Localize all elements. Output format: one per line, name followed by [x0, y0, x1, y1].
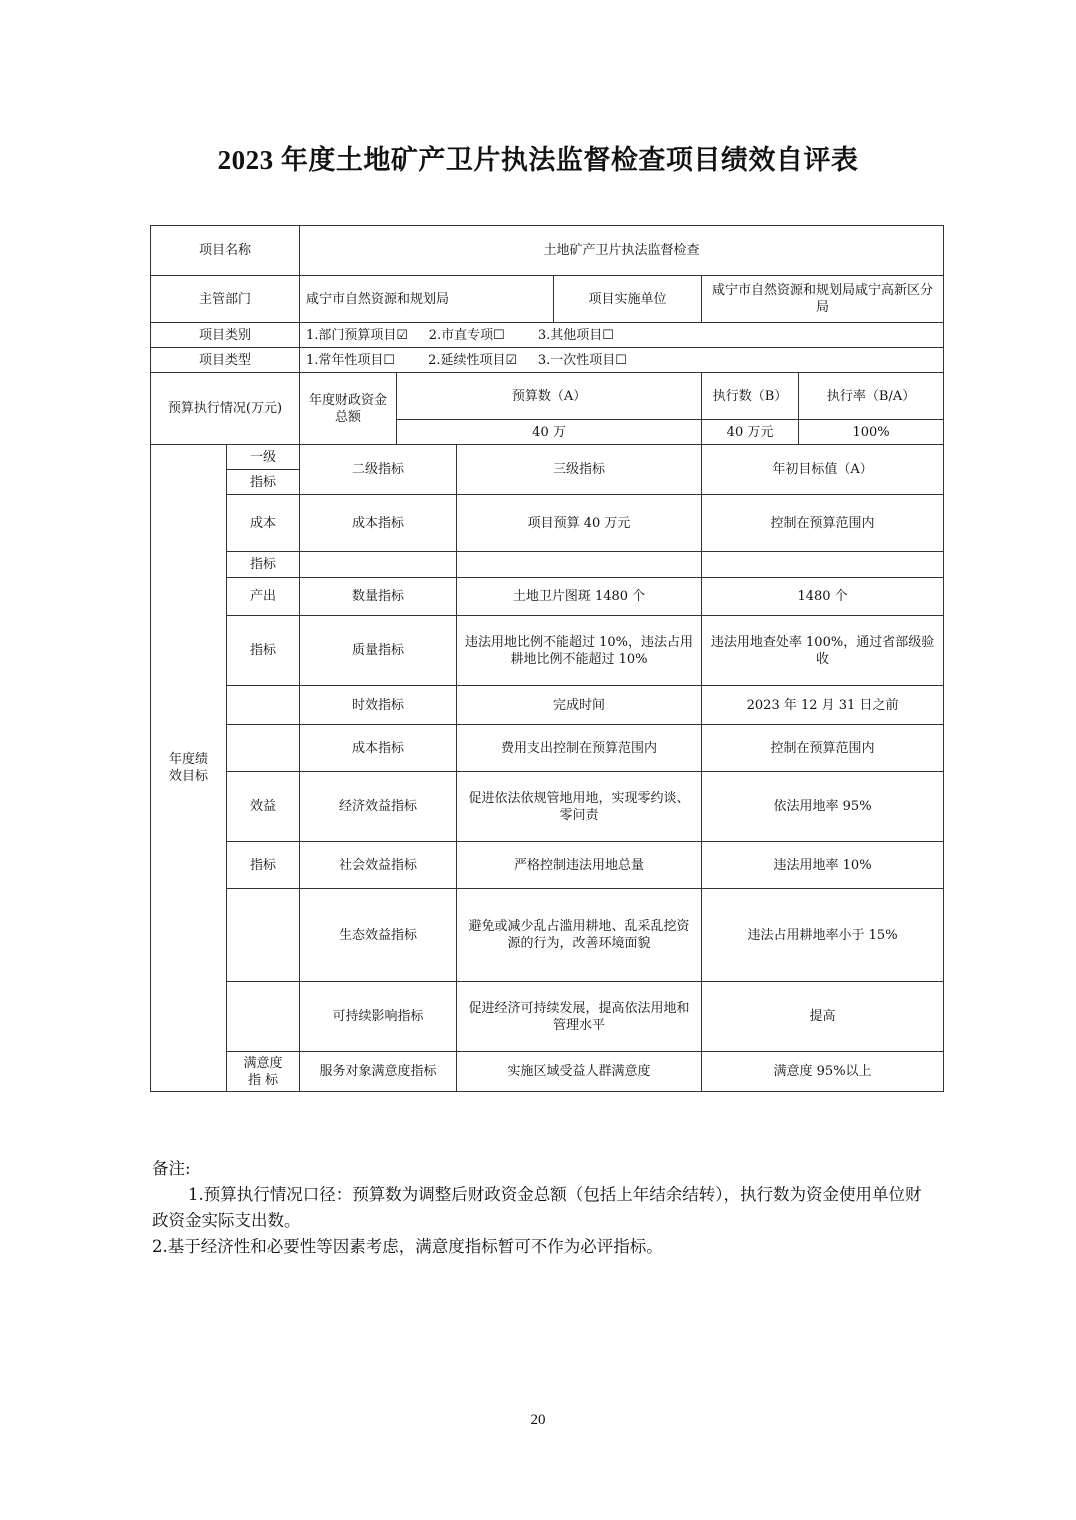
- notes-heading: 备注:: [152, 1159, 191, 1178]
- level3-cell: 违法用地比例不能超过 10%，违法占用耕地比例不能超过 10%: [457, 616, 702, 686]
- level2-cell: 可持续影响指标: [300, 982, 457, 1052]
- target-header: 年初目标值（A）: [702, 445, 944, 495]
- category-label: 项目类别: [151, 323, 300, 348]
- table-row: [151, 889, 944, 982]
- type-option-continuing: 2.延续性项目☑: [428, 352, 518, 368]
- level1-benefit-b: 指标: [227, 842, 300, 889]
- level3-header: 三级指标: [457, 445, 702, 495]
- target-cell: 控制在预算范围内: [702, 495, 944, 552]
- level3-cell: 完成时间: [457, 686, 702, 725]
- budget-total-label: 年度财政资金总额: [300, 373, 397, 445]
- level1-satisfaction: 满意度指 标: [227, 1052, 300, 1092]
- target-cell: 依法用地率 95%: [702, 772, 944, 842]
- target-cell: 违法用地查处率 100%，通过省部级验收: [702, 616, 944, 686]
- level3-cell: 促进经济可持续发展，提高依法用地和管理水平: [457, 982, 702, 1052]
- dept-value: 咸宁市自然资源和规划局: [300, 276, 554, 323]
- level1-empty: [227, 686, 300, 725]
- table-row: [151, 445, 944, 470]
- level2-cell: [300, 552, 457, 578]
- level1-cost-b: 指标: [227, 552, 300, 578]
- budget-rate-label: 执行率（B/A）: [799, 373, 944, 420]
- level3-cell: 避免或减少乱占滥用耕地、乱采乱挖资源的行为，改善环境面貌: [457, 889, 702, 982]
- table-row: [151, 552, 944, 578]
- budget-label: 预算执行情况(万元): [151, 373, 300, 445]
- level2-cell: 经济效益指标: [300, 772, 457, 842]
- evaluation-table: [150, 225, 944, 1092]
- dept-label: 主管部门: [151, 276, 300, 323]
- level1-benefit-a: 效益: [227, 772, 300, 842]
- level3-cell: 实施区域受益人群满意度: [457, 1052, 702, 1092]
- table-row: [151, 772, 944, 842]
- table-row: [151, 616, 944, 686]
- notes: [152, 1156, 932, 1260]
- level1-empty: [227, 725, 300, 772]
- level1-output-a: 产出: [227, 578, 300, 616]
- target-cell: 2023 年 12 月 31 日之前: [702, 686, 944, 725]
- table-row: [151, 373, 944, 420]
- level3-cell: 促进依法依规管地用地，实现零约谈、零问责: [457, 772, 702, 842]
- table-row: [151, 323, 944, 348]
- table-row: [151, 725, 944, 772]
- budget-rate-value: 100%: [799, 420, 944, 445]
- target-cell: 1480 个: [702, 578, 944, 616]
- project-name-label: 项目名称: [151, 226, 300, 276]
- table-row: [151, 495, 944, 552]
- target-cell: 控制在预算范围内: [702, 725, 944, 772]
- level1-header-b: 指标: [227, 470, 300, 495]
- budget-a-label: 预算数（A）: [397, 373, 702, 420]
- notes-line-2: 2.基于经济性和必要性等因素考虑，满意度指标暂可不作为必评指标。: [152, 1237, 663, 1256]
- level2-cell: 社会效益指标: [300, 842, 457, 889]
- level2-cell: 时效指标: [300, 686, 457, 725]
- target-cell: 违法占用耕地率小于 15%: [702, 889, 944, 982]
- budget-b-value: 40 万元: [702, 420, 799, 445]
- type-options: [300, 348, 944, 373]
- level1-cost-a: 成本: [227, 495, 300, 552]
- level3-cell: 项目预算 40 万元: [457, 495, 702, 552]
- table-row: [151, 226, 944, 276]
- level2-cell: 服务对象满意度指标: [300, 1052, 457, 1092]
- level3-cell: 土地卫片图斑 1480 个: [457, 578, 702, 616]
- level3-cell: 严格控制违法用地总量: [457, 842, 702, 889]
- type-option-one-time: 3.一次性项目☐: [537, 352, 627, 368]
- level1-empty: [227, 889, 300, 982]
- level3-cell: [457, 552, 702, 578]
- type-label: 项目类型: [151, 348, 300, 373]
- page-number: 20: [530, 1412, 546, 1428]
- annual-target-label: 年度绩效目标: [151, 445, 227, 1092]
- table-row: [151, 1052, 944, 1092]
- target-cell: 违法用地率 10%: [702, 842, 944, 889]
- table-row: [151, 686, 944, 725]
- table-row: [151, 578, 944, 616]
- target-cell: 满意度 95%以上: [702, 1052, 944, 1092]
- table-row: [151, 842, 944, 889]
- level3-cell: 费用支出控制在预算范围内: [457, 725, 702, 772]
- budget-a-value: 40 万: [397, 420, 702, 445]
- budget-b-label: 执行数（B）: [702, 373, 799, 420]
- category-option-dept-budget: 1.部门预算项目☑: [306, 327, 409, 343]
- category-option-city-special: 2.市直专项☐: [428, 327, 505, 343]
- level2-cell: 数量指标: [300, 578, 457, 616]
- target-cell: 提高: [702, 982, 944, 1052]
- level1-output-b: 指标: [227, 616, 300, 686]
- level2-cell: 成本指标: [300, 495, 457, 552]
- unit-label: 项目实施单位: [554, 276, 702, 323]
- notes-line-1: 1.预算执行情况口径：预算数为调整后财政资金总额（包括上年结余结转），执行数为资金使用单位财政资金实际支出数。: [152, 1185, 922, 1230]
- category-option-other: 3.其他项目☐: [537, 327, 614, 343]
- target-cell: [702, 552, 944, 578]
- level1-header-a: 一级: [227, 445, 300, 470]
- level2-cell: 成本指标: [300, 725, 457, 772]
- category-options: [300, 323, 944, 348]
- page-title: 2023 年度土地矿产卫片执法监督检查项目绩效自评表: [217, 145, 859, 175]
- level2-cell: 生态效益指标: [300, 889, 457, 982]
- level2-cell: 质量指标: [300, 616, 457, 686]
- level2-header: 二级指标: [300, 445, 457, 495]
- level1-empty: [227, 982, 300, 1052]
- table-row: [151, 348, 944, 373]
- table-row: [151, 982, 944, 1052]
- unit-value: 咸宁市自然资源和规划局咸宁高新区分局: [702, 276, 944, 323]
- type-option-regular: 1.常年性项目☐: [306, 352, 396, 368]
- table-row: [151, 276, 944, 323]
- project-name-value: 土地矿产卫片执法监督检查: [300, 226, 944, 276]
